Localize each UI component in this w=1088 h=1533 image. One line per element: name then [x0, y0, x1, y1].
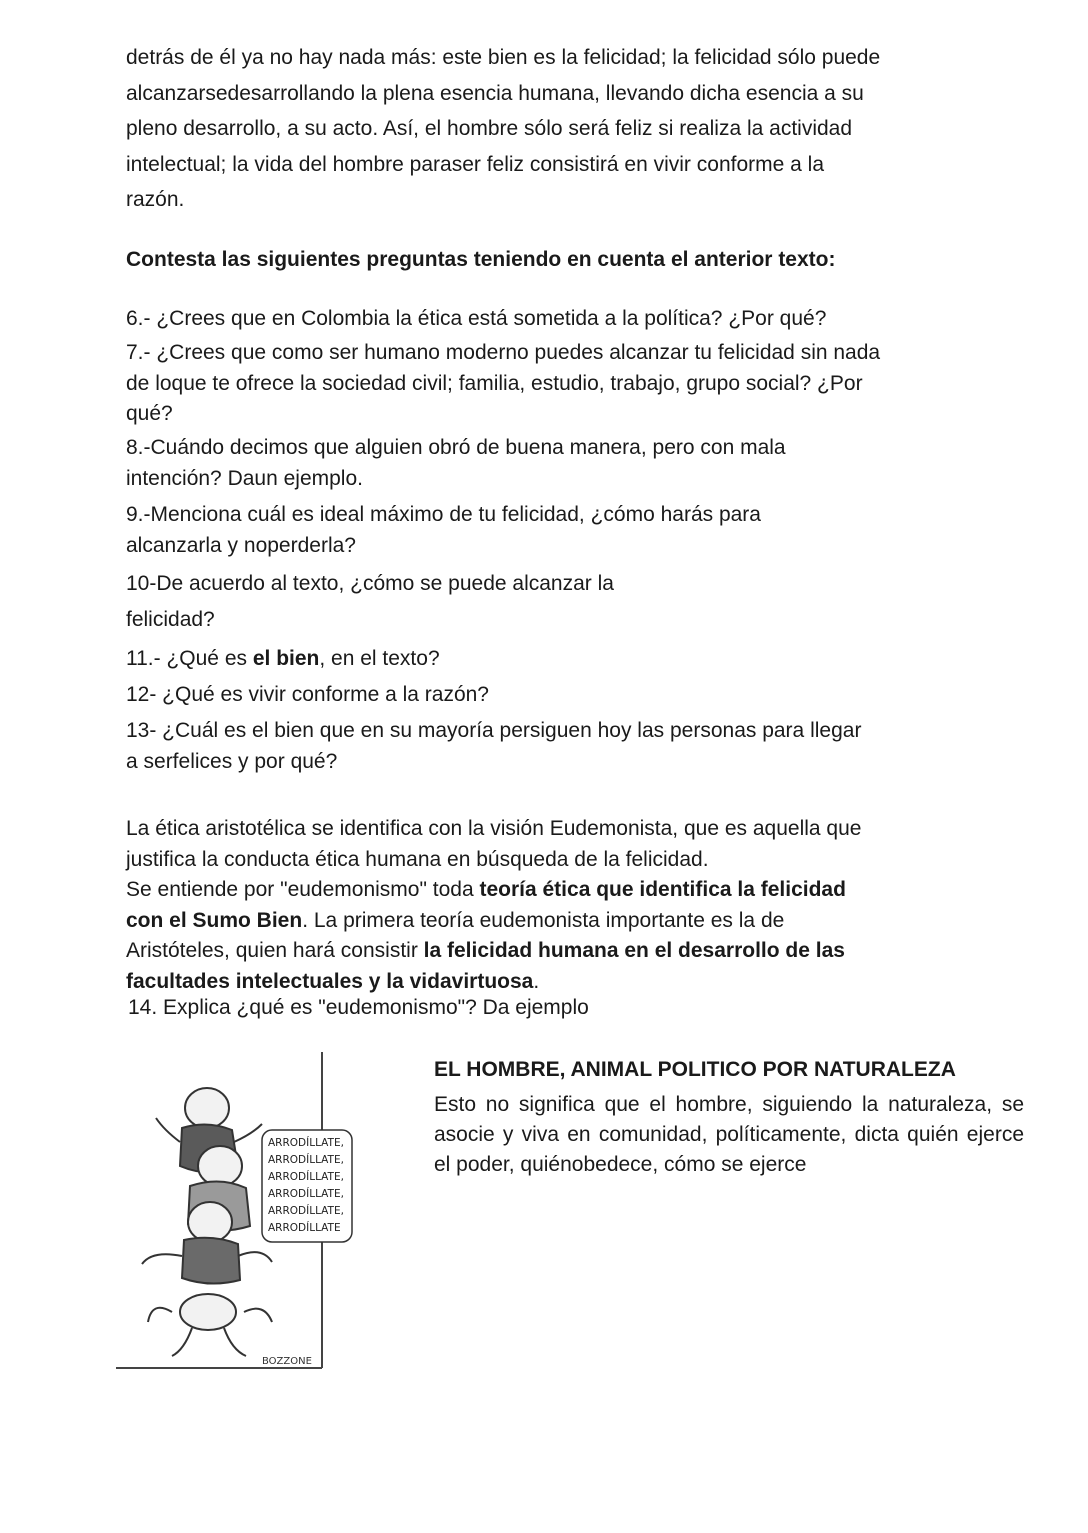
- question-line: de loque te ofrece la sociedad civil; familia, estudio, trabajo, grupo social? ¿Por: [126, 371, 863, 395]
- intro-line: razón.: [126, 188, 185, 211]
- lower-figure-head: [188, 1202, 232, 1242]
- speech-line: ARRODÍLLATE,: [268, 1137, 344, 1149]
- text-run: . La primera teoría eudemonista importante es la de: [302, 908, 785, 932]
- bold-run: teoría ética que identifica la felicidad: [479, 878, 846, 901]
- question-9: [126, 500, 956, 561]
- question-line: 7.- ¿Crees que como ser humano moderno puedes alcanzar tu felicidad sin nada: [126, 341, 881, 364]
- question-line: felicidad?: [126, 608, 215, 631]
- question-6: [126, 304, 956, 335]
- question-line: 13- ¿Cuál es el bien que en su mayoría persiguen hoy las personas para llegar: [126, 719, 862, 742]
- question-line: 10-De acuerdo al texto, ¿cómo se puede alcanzar la: [126, 572, 614, 595]
- bottom-figure: [180, 1294, 236, 1330]
- cartoonist-signature: BOZZONE: [262, 1356, 312, 1367]
- intro-line: detrás de él ya no hay nada más: este bien es la felicidad; la felicidad sólo puede: [126, 46, 881, 69]
- bold-run: la felicidad humana en el desarrollo de las: [423, 939, 845, 962]
- question-14: 14. Explica ¿qué es "eudemonismo"? Da ejemplo: [128, 996, 589, 1019]
- bold-run: con el Sumo Bien: [126, 908, 303, 932]
- question-line: 12- ¿Qué es vivir conforme a la razón?: [126, 683, 489, 706]
- paragraph-line: [126, 967, 946, 998]
- question-13: [126, 716, 956, 777]
- question-line: 9.-Menciona cuál es ideal máximo de tu felicidad, ¿cómo harás para: [126, 503, 761, 526]
- paragraph-line: La ética aristotélica se identifica con la visión Eudemonista, que es aquella que: [126, 817, 862, 840]
- question-7: [126, 338, 956, 430]
- question-11: [126, 644, 956, 675]
- speech-line: ARRODÍLLATE: [268, 1222, 341, 1234]
- intro-line: pleno desarrollo, a su acto. Así, el hombre sólo será feliz si realiza la actividad: [126, 117, 853, 140]
- speech-line: ARRODÍLLATE,: [268, 1171, 344, 1183]
- text-run: Aristóteles, quien hará consistir: [126, 939, 424, 962]
- question-line: intención? Daun ejemplo.: [126, 466, 363, 490]
- intro-line: intelectual; la vida del hombre paraser feliz consistirá en vivir conforme a la: [126, 152, 824, 176]
- top-figure-head: [185, 1088, 229, 1128]
- intro-line: alcanzarsedesarrollando la plena esencia humana, llevando dicha esencia a su: [126, 81, 864, 105]
- section-body: Esto no significa que el hombre, siguiendo la naturaleza, se asocie y viva en comunidad, políticamente, dicta quién ejerce el poder, quiénobedece, cómo se ejerce: [434, 1093, 1024, 1176]
- question-line: 8.-Cuándo decimos que alguien obró de buena manera, pero con mala: [126, 436, 786, 459]
- question-line: qué?: [126, 402, 173, 425]
- bold-run: facultades intelectuales y la vidavirtuosa: [126, 969, 534, 993]
- paragraph-line: justifica la conducta ética humana en búsqueda de la felicidad.: [126, 847, 709, 871]
- paragraph-line: [126, 936, 946, 967]
- question-text: 11.- ¿Qué es: [126, 647, 253, 670]
- text-run: .: [533, 969, 540, 993]
- intro-paragraph: [126, 40, 956, 218]
- question-10: [126, 566, 956, 638]
- question-8: [126, 433, 956, 494]
- eudemonism-paragraph: [126, 814, 946, 997]
- speech-line: ARRODÍLLATE,: [268, 1205, 344, 1217]
- question-12: [126, 680, 956, 711]
- question-text: , en el texto?: [319, 647, 440, 670]
- question-bold-term: el bien: [252, 647, 320, 670]
- political-cartoon-image: [112, 1050, 412, 1375]
- speech-line: ARRODÍLLATE,: [268, 1154, 344, 1166]
- middle-figure-head: [198, 1146, 242, 1186]
- speech-line: ARRODÍLLATE,: [268, 1188, 344, 1200]
- text-run: Se entiende por "eudemonismo" toda: [126, 878, 480, 901]
- question-line: alcanzarla y noperderla?: [126, 533, 356, 557]
- paragraph-line: [126, 875, 946, 906]
- lower-figure-body: [182, 1238, 240, 1284]
- section-title: EL HOMBRE, ANIMAL POLITICO POR NATURALEZA: [434, 1058, 956, 1081]
- question-line: a serfelices y por qué?: [126, 749, 338, 773]
- instructions-heading: Contesta las siguientes preguntas teniendo en cuenta el anterior texto:: [126, 248, 836, 271]
- paragraph-line: [126, 906, 946, 937]
- question-line: 6.- ¿Crees que en Colombia la ética está sometida a la política? ¿Por qué?: [126, 307, 827, 330]
- stacked-figures: [142, 1088, 272, 1356]
